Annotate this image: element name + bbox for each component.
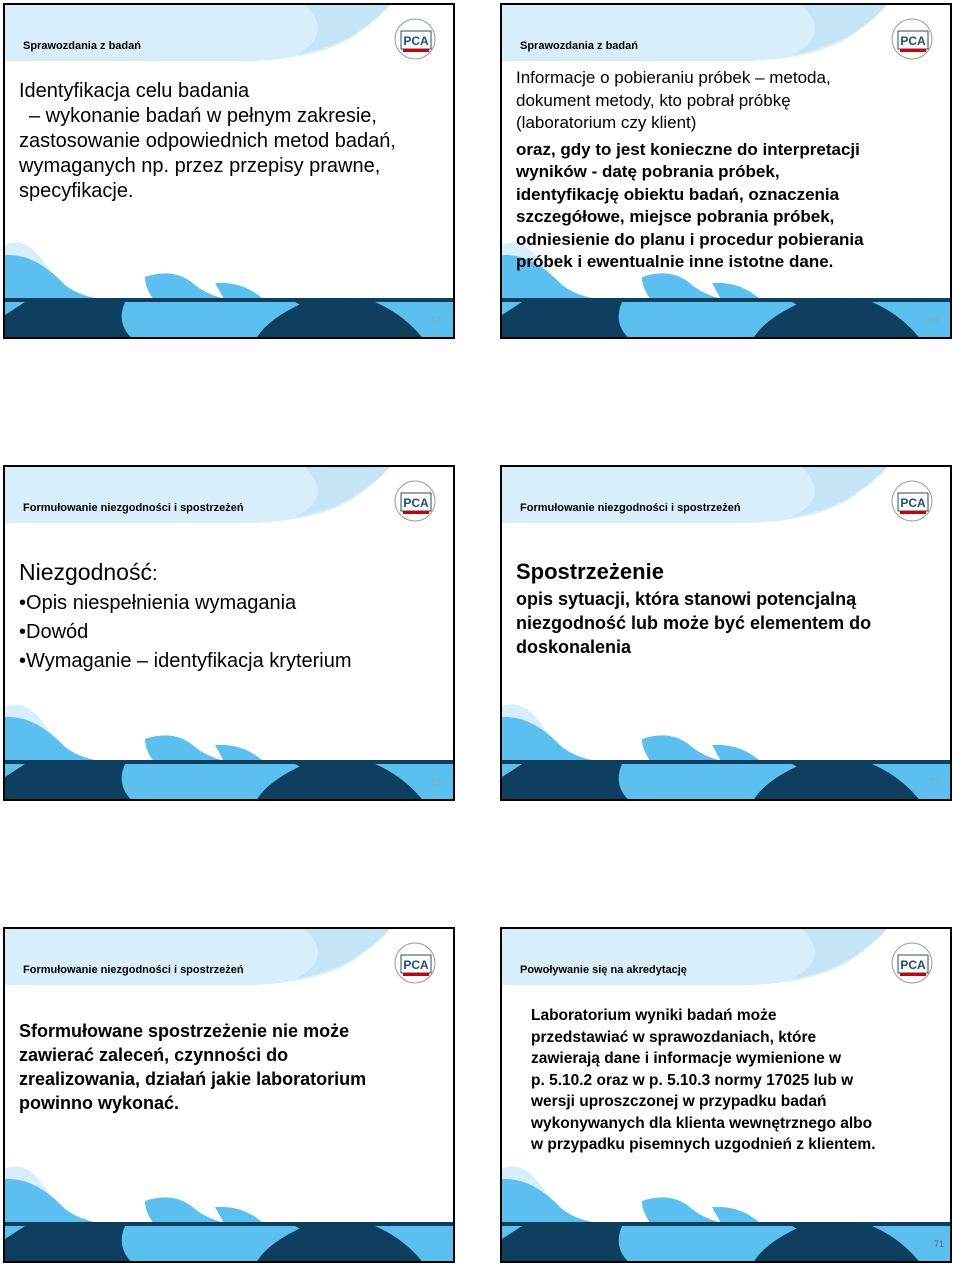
body-line: przedstawiać w sprawozdaniach, które bbox=[531, 1028, 817, 1046]
body-line: próbek i ewentualnie inne istotne dane. bbox=[516, 252, 834, 271]
slide-71 bbox=[500, 927, 952, 1263]
slide-68 bbox=[500, 3, 952, 339]
body-line: powinno wykonać. bbox=[19, 1093, 180, 1113]
body-line: identyfikację obiektu badań, oznaczenia bbox=[516, 184, 840, 204]
body-line: wyników - datę pobrania próbek, bbox=[516, 162, 780, 181]
body-line: szczegółowe, miejsce pobrania próbek, bbox=[516, 207, 835, 226]
slide-header: Formułowanie niezgodności i spostrzeżeń bbox=[520, 502, 741, 514]
svg-text:PCA: PCA bbox=[900, 34, 926, 48]
slide-title bbox=[19, 557, 439, 589]
page-number: 68 bbox=[927, 315, 938, 325]
svg-text:PCA: PCA bbox=[403, 958, 429, 972]
body-line: wersji uproszczonej w przypadku badań bbox=[531, 1093, 827, 1110]
bullet-item bbox=[19, 589, 439, 618]
bullet-item bbox=[19, 618, 439, 647]
bullet-item bbox=[19, 647, 439, 676]
slide-body bbox=[19, 1019, 439, 1115]
slide-body bbox=[19, 79, 439, 204]
page-number: 71 bbox=[934, 1239, 945, 1249]
svg-text:PCA: PCA bbox=[403, 496, 429, 510]
slide-67 bbox=[3, 3, 455, 339]
body-line: zastosowanie odpowiednich metod badań, bbox=[19, 130, 396, 152]
body-line: zawierają dane i informacje wymienione w bbox=[531, 1050, 842, 1067]
body-line: wymaganych np. przez przepisy prawne, bbox=[19, 155, 381, 177]
slide-unnumbered bbox=[3, 927, 455, 1263]
slide-69 bbox=[3, 465, 455, 801]
slide-header: Powoływanie się na akredytację bbox=[520, 964, 687, 976]
slide-70 bbox=[500, 465, 952, 801]
svg-text:PCA: PCA bbox=[403, 34, 429, 48]
body-line: opis sytuacji, która stanowi potencjalną bbox=[516, 589, 857, 609]
body-line: specyfikacje. bbox=[19, 180, 134, 202]
bullet-text: Opis niespełnienia wymagania bbox=[26, 592, 297, 614]
bullet-text: Wymaganie – identyfikacja kryterium bbox=[26, 650, 352, 672]
body-line: Laboratorium wyniki badań może bbox=[531, 1007, 777, 1024]
slide-header: Sprawozdania z badań bbox=[520, 40, 638, 52]
slide-header: Formułowanie niezgodności i spostrzeżeń bbox=[23, 502, 244, 514]
body-line: – wykonanie badań w pełnym zakresie, bbox=[29, 105, 377, 127]
body-line: doskonalenia bbox=[516, 637, 632, 657]
body-line: zawierać zaleceń, czynności do bbox=[19, 1045, 289, 1065]
body-line: Informacje o pobieraniu próbek – metoda, bbox=[516, 68, 831, 87]
svg-text:PCA: PCA bbox=[900, 496, 926, 510]
pca-logo-icon bbox=[888, 17, 936, 61]
body-line: Identyfikacja celu badania bbox=[19, 80, 250, 102]
pca-logo-icon bbox=[888, 479, 936, 523]
body-line: p. 5.10.2 oraz w p. 5.10.3 normy 17025 lub w bbox=[531, 1071, 854, 1089]
page-number: 67 bbox=[430, 315, 441, 325]
slide-body bbox=[516, 67, 936, 274]
body-line: (laboratorium czy klient) bbox=[516, 113, 697, 132]
page-number: 70 bbox=[927, 777, 938, 787]
slide-body bbox=[19, 557, 439, 676]
bullet-text: Dowód bbox=[26, 621, 89, 643]
pca-logo-icon bbox=[391, 941, 439, 985]
body-line: dokument metody, kto pobrał próbkę bbox=[516, 90, 791, 110]
page-number: 69 bbox=[430, 777, 441, 787]
body-line: niezgodność lub może być elementem do bbox=[516, 613, 872, 633]
body-line: odniesienie do planu i procedur pobierania bbox=[516, 229, 864, 249]
body-line: wykonywanych dla klienta wewnętrznego albo bbox=[531, 1114, 873, 1132]
slide-body bbox=[531, 1005, 936, 1156]
body-line: zrealizowania, działań jakie laboratorium bbox=[19, 1069, 367, 1089]
pca-logo-icon bbox=[391, 479, 439, 523]
svg-text:PCA: PCA bbox=[900, 958, 926, 972]
body-line: Sformułowane spostrzeżenie nie może bbox=[19, 1021, 350, 1041]
slide-title: Spostrzeżenie bbox=[516, 559, 664, 584]
pca-logo-icon bbox=[391, 17, 439, 61]
pca-logo-icon bbox=[888, 941, 936, 985]
body-line: oraz, gdy to jest konieczne do interpretacji bbox=[516, 139, 860, 159]
slide-body bbox=[516, 557, 936, 659]
slide-header: Sprawozdania z badań bbox=[23, 40, 141, 52]
title-text: Niezgodność bbox=[19, 559, 152, 585]
slide-header: Formułowanie niezgodności i spostrzeżeń bbox=[23, 964, 244, 976]
title-colon: : bbox=[151, 563, 158, 585]
body-line: w przypadku pisemnych uzgodnień z klientem. bbox=[531, 1136, 876, 1153]
